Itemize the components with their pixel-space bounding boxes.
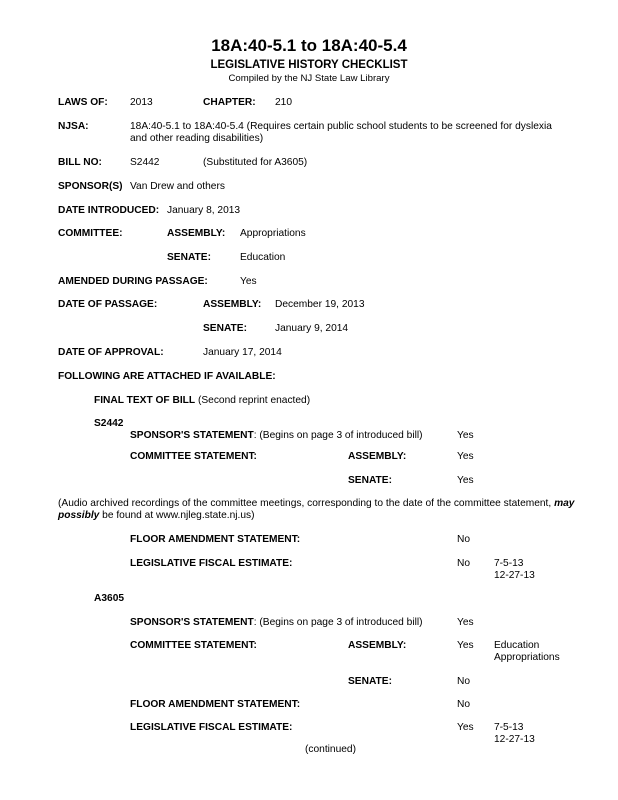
date-of-passage-label: DATE OF PASSAGE: [58,299,158,310]
s2442-sponsor-statement-row [130,430,423,442]
a3605-floor-amendment-value: No [457,699,471,710]
sponsors-value: Van Drew and others [130,181,225,192]
attached-heading: FOLLOWING ARE ATTACHED IF AVAILABLE: [58,371,276,382]
s2442-assembly-value: Yes [457,451,474,462]
passage-senate-value: January 9, 2014 [275,323,349,334]
a3605-fiscal-estimate-label: LEGISLATIVE FISCAL ESTIMATE: [130,722,293,733]
committee-assembly-label: ASSEMBLY: [167,228,226,239]
a3605-assembly-value: Yes [457,640,474,651]
s2442-senate-value: Yes [457,475,474,486]
s2442-fiscal-date-2: 12-27-13 [494,570,535,581]
s2442-sponsor-statement-label: SPONSOR'S STATEMENT [130,430,254,441]
a3605-fiscal-date-2: 12-27-13 [494,734,535,745]
s2442-assembly-label: ASSEMBLY: [348,451,407,462]
amended-label: AMENDED DURING PASSAGE: [58,276,208,287]
document-subtitle: LEGISLATIVE HISTORY CHECKLIST [210,59,408,71]
bill-s2442-heading: S2442 [94,418,124,429]
audio-archive-note [58,498,603,522]
a3605-senate-label: SENATE: [348,676,392,687]
s2442-fiscal-date-1: 7-5-13 [494,558,524,569]
bill-no-label: BILL NO: [58,157,102,168]
committee-senate-value: Education [240,252,286,263]
amended-value: Yes [240,276,257,287]
s2442-fiscal-estimate-label: LEGISLATIVE FISCAL ESTIMATE: [130,558,293,569]
bill-no-value: S2442 [130,157,160,168]
passage-assembly-value: December 19, 2013 [275,299,365,310]
s2442-senate-label: SENATE: [348,475,392,486]
passage-senate-label: SENATE: [203,323,247,334]
compiled-by: Compiled by the NJ State Law Library [228,73,390,84]
njsa-value: 18A:40-5.1 to 18A:40-5.4 (Requires certain public school students to be screened for dyslexia and other reading disabilities) [130,121,552,144]
s2442-committee-statement-label: COMMITTEE STATEMENT: [130,451,257,462]
a3605-sponsor-statement-value: Yes [457,617,474,628]
chapter-value: 210 [275,97,292,108]
date-introduced-value: January 8, 2013 [167,205,241,216]
continued-footer: (continued) [305,744,356,755]
s2442-floor-amendment-value: No [457,534,471,545]
final-text-note: (Second reprint enacted) [197,395,311,406]
bill-no-note: (Substituted for A3605) [203,157,308,168]
committee-senate-label: SENATE: [167,252,211,263]
laws-of-label: LAWS OF: [58,97,108,108]
committee-label: COMMITTEE: [58,228,123,239]
a3605-assembly-committee-2: Appropriations [494,652,560,663]
sponsors-label: SPONSOR(S) [58,181,123,192]
passage-assembly-label: ASSEMBLY: [203,299,262,310]
date-of-approval-label: DATE OF APPROVAL: [58,347,164,358]
s2442-sponsor-statement-value: Yes [457,430,474,441]
audio-note-text-1: (Audio archived recordings of the committee meetings, corresponding to the date of the committee statement, [58,498,552,509]
audio-note-emphasis: may possibly [58,498,575,521]
a3605-fiscal-estimate-value: Yes [457,722,474,733]
s2442-fiscal-estimate-value: No [457,558,471,569]
document-title: 18A:40-5.1 to 18A:40-5.4 [211,36,407,55]
a3605-senate-value: No [457,676,471,687]
a3605-committee-statement-label: COMMITTEE STATEMENT: [130,640,257,651]
date-of-approval-value: January 17, 2014 [203,347,282,358]
s2442-sponsor-statement-note: : (Begins on page 3 of introduced bill) [253,430,423,441]
a3605-assembly-committee-1: Education [494,640,540,651]
a3605-sponsor-statement-label: SPONSOR'S STATEMENT [130,617,254,628]
date-introduced-label: DATE INTRODUCED: [58,205,160,216]
s2442-floor-amendment-label: FLOOR AMENDMENT STATEMENT: [130,534,301,545]
a3605-assembly-label: ASSEMBLY: [348,640,407,651]
audio-note-text-2: be found at www.njleg.state.nj.us) [102,510,255,521]
njsa-label: NJSA: [58,121,89,132]
final-text-row [94,395,310,407]
a3605-fiscal-date-1: 7-5-13 [494,722,524,733]
final-text-label: FINAL TEXT OF BILL [94,395,196,406]
chapter-label: CHAPTER: [203,97,256,108]
a3605-floor-amendment-label: FLOOR AMENDMENT STATEMENT: [130,699,301,710]
a3605-sponsor-statement-note: : (Begins on page 3 of introduced bill) [253,617,423,628]
laws-of-value: 2013 [130,97,153,108]
a3605-sponsor-statement-row [130,617,423,629]
bill-a3605-heading: A3605 [94,593,125,604]
committee-assembly-value: Appropriations [240,228,306,239]
